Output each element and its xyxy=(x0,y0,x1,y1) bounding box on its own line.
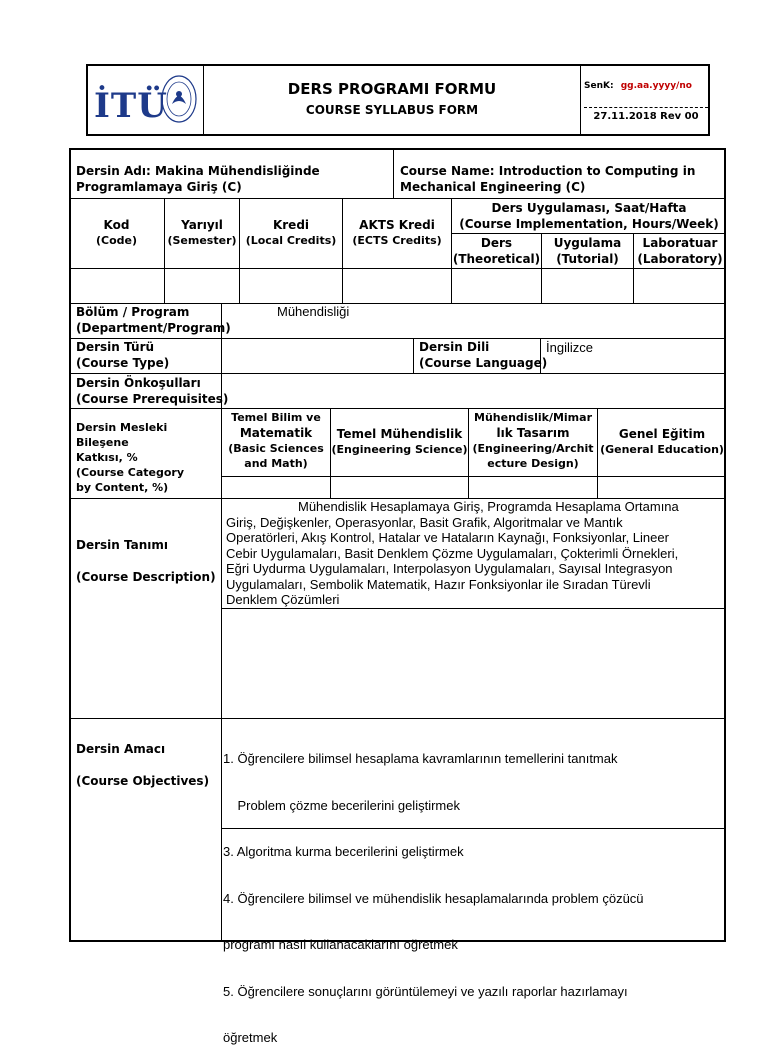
header-divider-right xyxy=(580,64,581,136)
course-name-en: Course Name: Introduction to Computing in Mechanical Engineering (C) xyxy=(400,164,696,194)
description-line: Denklem Çözümleri xyxy=(226,592,340,607)
objective-line: 4. Öğrencilere bilimsel ve mühendislik hesaplamalarında problem çözücü xyxy=(223,890,644,906)
row-line xyxy=(69,718,726,719)
itu-logo-text: İTÜ xyxy=(94,86,168,126)
semester-header: Yarıyıl (Semester) xyxy=(167,218,237,247)
objective-line: 3. Algoritma kurma becerilerini geliştirmek xyxy=(223,844,464,859)
prerequisites-label: Dersin Önkoşulları (Course Prerequisites) xyxy=(76,376,229,406)
objective-line: öğretmek xyxy=(223,1030,278,1045)
sub-row-line xyxy=(221,476,726,477)
form-subtitle: COURSE SYLLABUS FORM xyxy=(305,103,479,117)
engineering-design-header: Mühendislik/Mimar lık Tasarım (Engineering/Archit ecture Design) xyxy=(472,411,594,470)
objective-line: programı nasıl kullanacaklarını öğretmek xyxy=(223,937,458,952)
language-value[interactable]: İngilizce xyxy=(546,340,593,355)
credits-header-bottom-line xyxy=(69,268,726,269)
basic-sciences-header: Temel Bilim ve Matematik (Basic Sciences and Math) xyxy=(228,411,324,470)
col-line xyxy=(413,338,414,373)
description-line: Eğri Uydurma Uygulamaları, Interpolasyon Uygulamaları, Sayısal Integrasyon xyxy=(226,561,673,576)
theoretical-header: Ders (Theoretical) xyxy=(452,236,541,266)
department-value[interactable]: Mühendisliği xyxy=(277,304,350,319)
description-line: Uygulamaları, Sembolik Matematik, Hazır Fonksiyonlar ile Sıradan Türevli xyxy=(226,576,651,592)
row-line xyxy=(69,373,726,374)
sub-row-line xyxy=(221,608,726,609)
objective-line: 1. Öğrencilere bilimsel hesaplama kavramlarının temellerini tanıtmak xyxy=(223,751,618,766)
col-line xyxy=(239,198,240,303)
ects-credits-header: AKTS Kredi (ECTS Credits) xyxy=(352,218,442,247)
itu-logo xyxy=(94,70,202,132)
label-col-line xyxy=(221,498,222,942)
description-line: Operatörleri, Akış Kontrol, Hatalar ve Hataların Kaynağı, Fonksiyonlar, Lineer xyxy=(226,530,669,545)
senk-label: SenK: xyxy=(584,81,614,91)
laboratory-header: Laboratuar (Laboratory) xyxy=(637,236,723,266)
objectives-text[interactable] xyxy=(223,720,723,1061)
revision-info: 27.11.2018 Rev 00 xyxy=(593,111,699,122)
objective-line: 5. Öğrencilere sonuçlarını görüntülemeyi ve yazılı raporlar hazırlamayı xyxy=(223,983,628,999)
senk-value: gg.aa.yyyy/no xyxy=(620,81,692,91)
row-line xyxy=(69,408,726,409)
description-line: Cebir Uygulamaları, Basit Denklem Çözme Uygulamaları, Çokterimli Örnekleri, xyxy=(226,545,679,561)
col-line xyxy=(393,148,394,198)
row-line xyxy=(69,198,726,199)
impl-sub-line xyxy=(451,233,726,234)
description-line: Mühendislik Hesaplamaya Giriş, Programda Hesaplama Ortamına xyxy=(298,499,679,514)
course-type-label: Dersin Türü (Course Type) xyxy=(76,340,170,370)
objective-line: Problem çözme becerilerini geliştirmek xyxy=(223,797,460,813)
objectives-label: Dersin Amacı (Course Objectives) xyxy=(76,742,210,788)
tutorial-header: Uygulama (Tutorial) xyxy=(553,236,622,266)
senk-dashed-line xyxy=(584,107,708,108)
general-education-header: Genel Eğitim (General Education) xyxy=(600,427,724,456)
col-line xyxy=(342,198,343,303)
description-text[interactable] xyxy=(226,499,724,608)
language-label: Dersin Dili (Course Language) xyxy=(419,340,548,370)
university-seal-icon xyxy=(160,74,198,124)
senk-row xyxy=(584,81,708,91)
local-credits-header: Kredi (Local Credits) xyxy=(245,218,337,247)
kod-header: Kod (Code) xyxy=(95,218,138,247)
engineering-science-header: Temel Mühendislik (Engineering Science) xyxy=(331,427,468,456)
form-title: DERS PROGRAMI FORMU xyxy=(287,80,497,98)
course-name-tr: Dersin Adı: Makina Mühendisliğinde Programlamaya Giriş (C) xyxy=(76,164,320,194)
department-label: Bölüm / Program (Department/Program) xyxy=(76,305,231,335)
implementation-header: Ders Uygulaması, Saat/Hafta (Course Implementation, Hours/Week) xyxy=(459,201,719,231)
col-line xyxy=(164,198,165,303)
description-line: Giriş, Değişkenler, Operasyonlar, Basit Grafik, Algoritmalar ve Mantık xyxy=(226,514,623,530)
header-divider-left xyxy=(203,64,204,136)
category-label: Dersin Mesleki Bileşene Katkısı, % (Course Category by Content, %) xyxy=(76,421,184,494)
description-label: Dersin Tanımı (Course Description) xyxy=(76,538,216,584)
